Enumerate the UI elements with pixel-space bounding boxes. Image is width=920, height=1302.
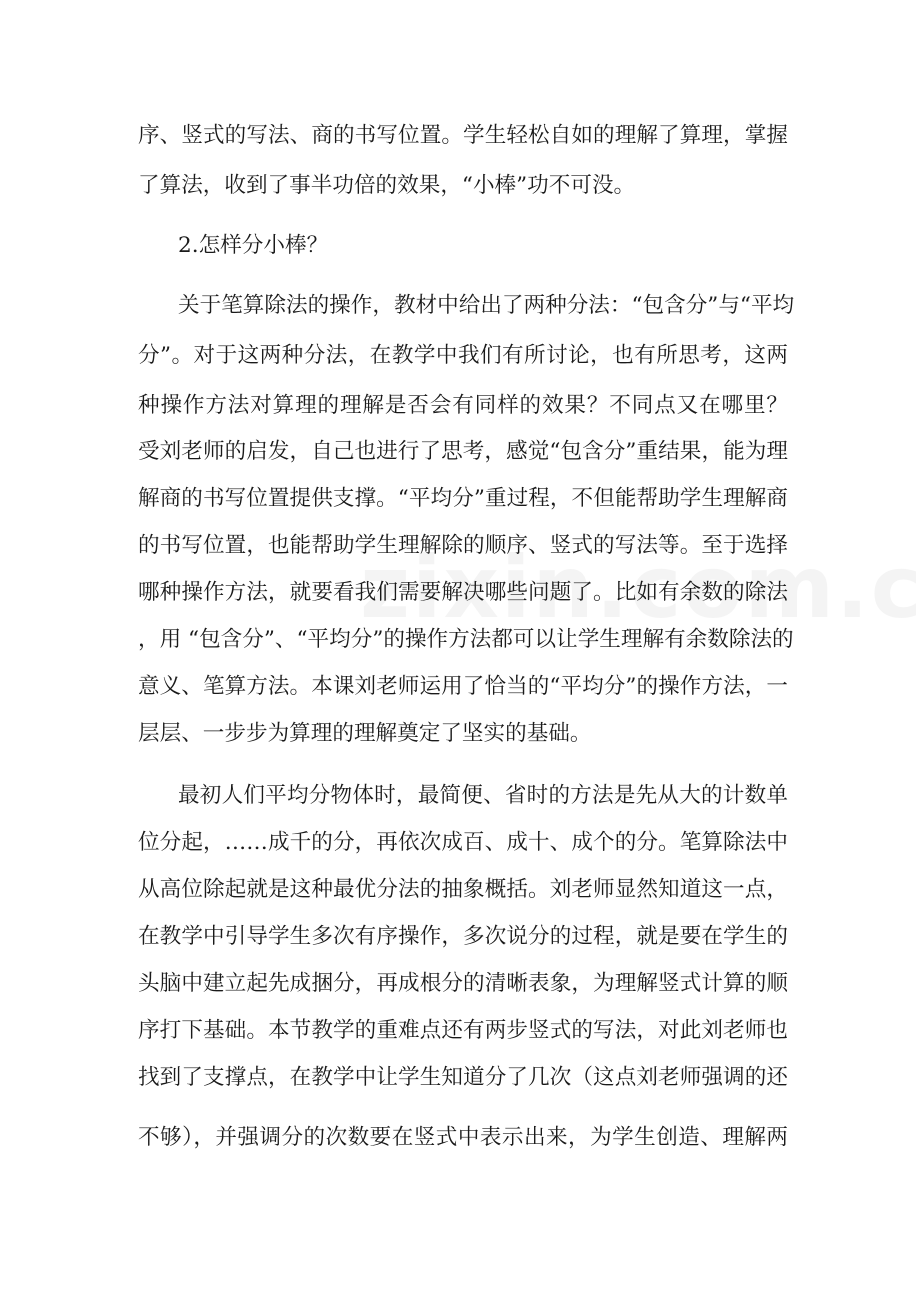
text-line: 不够），并强调分的次数要在竖式中表示出来，为学生创造、理解两 <box>138 1125 788 1150</box>
text-line: 受刘老师的启发，自己也进行了思考，感觉“包含分”重结果，能为理 <box>138 439 788 464</box>
text-line: 序打下基础。本节教学的重难点还有两步竖式的写法，对此刘老师也 <box>138 1018 788 1043</box>
text-line: 头脑中建立起先成捆分，再成根分的清晰表象，为理解竖式计算的顺 <box>138 971 788 996</box>
section-heading: 2.怎样分小棒？ <box>178 233 329 258</box>
text-line: 的书写位置，也能帮助学生理解除的顺序、竖式的写法等。至于选择 <box>138 533 788 558</box>
text-line: 找到了支撑点，在教学中让学生知道分了几次（这点刘老师强调的还 <box>138 1065 788 1090</box>
text-line: 最初人们平均分物体时，最简便、省时的方法是先从大的计数单 <box>178 783 788 808</box>
text-line: 分”。对于这两种分法，在教学中我们有所讨论，也有所思考，这两 <box>138 343 788 368</box>
text-line: ，用 “包含分”、“平均分”的操作方法都可以让学生理解有余数除法的 <box>138 627 794 652</box>
text-line: 在教学中引导学生多次有序操作，多次说分的过程，就是要在学生的 <box>138 924 788 949</box>
text-line: 哪种操作方法，就要看我们需要解决哪些问题了。比如有余数的除法 <box>138 580 788 605</box>
text-line: 解商的书写位置提供支撑。“平均分”重过程，不但能帮助学生理解商 <box>138 486 788 511</box>
text-line: 位分起，……成千的分，再依次成百、成十、成个的分。笔算除法中 <box>138 830 788 855</box>
text-line: 意义、笔算方法。本课刘老师运用了恰当的“平均分”的操作方法，一 <box>138 674 788 699</box>
text-line: 层层、一步步为算理的理解奠定了坚实的基础。 <box>138 721 592 746</box>
text-line: 种操作方法对算理的理解是否会有同样的效果？不同点又在哪里？ <box>138 393 788 418</box>
text-line: 序、竖式的写法、商的书写位置。学生轻松自如的理解了算理，掌握 <box>138 123 788 148</box>
text-line: 了算法，收到了事半功倍的效果，“小棒”功不可没。 <box>138 173 636 198</box>
text-line: 关于笔算除法的操作，教材中给出了两种分法：“包含分”与“平均 <box>178 293 795 318</box>
text-line: 从高位除起就是这种最优分法的抽象概括。刘老师显然知道这一点， <box>138 877 788 902</box>
